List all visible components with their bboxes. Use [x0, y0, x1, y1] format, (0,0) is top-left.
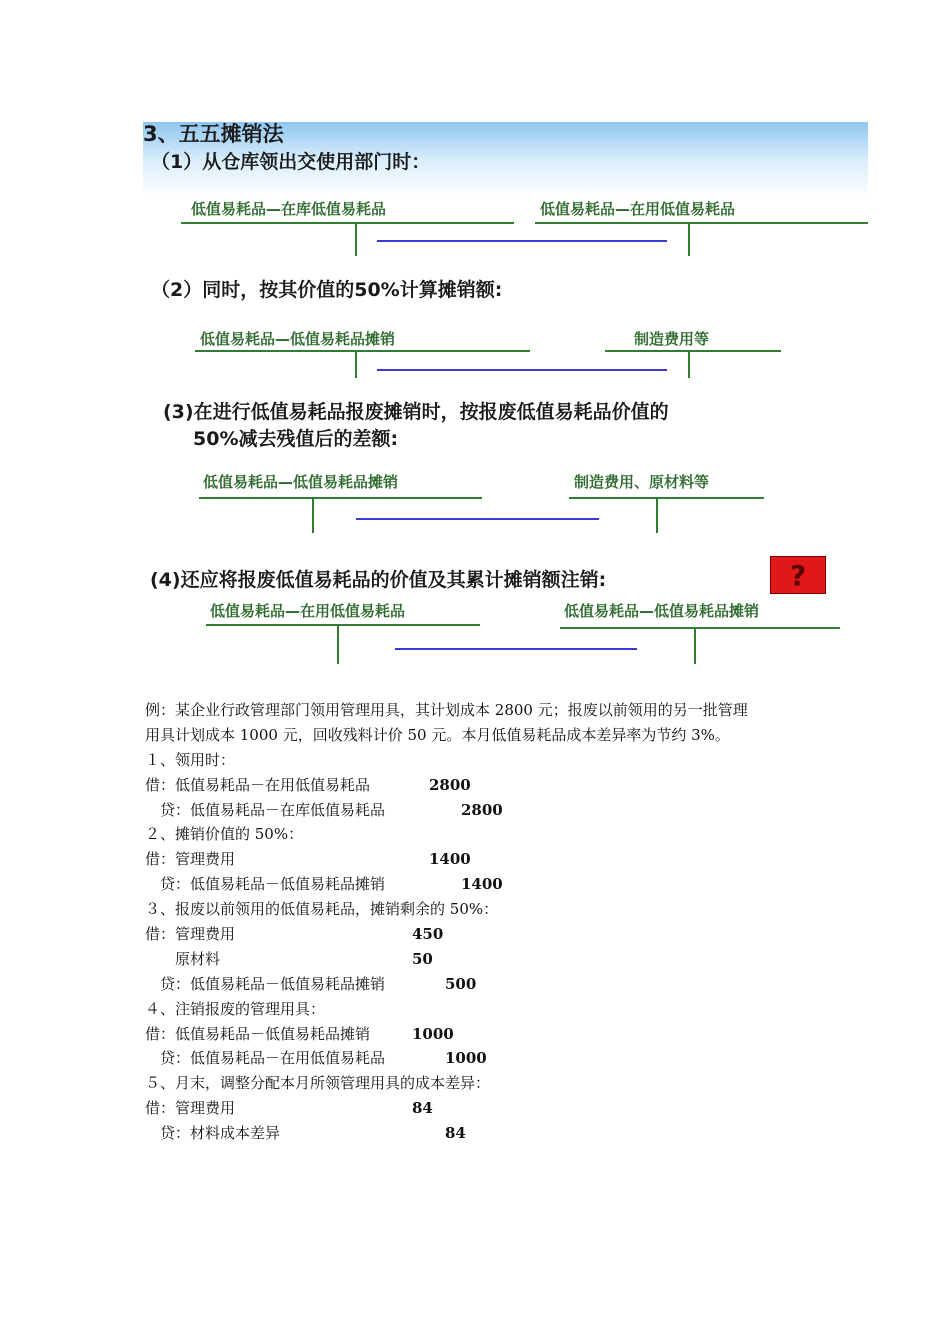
- help-button[interactable]: [770, 556, 826, 594]
- journal-line: [145, 947, 825, 972]
- question-mark-icon: ?: [789, 558, 807, 592]
- account-label: 低值易耗品—低值易耗品摊销: [203, 473, 399, 491]
- journal-line: [145, 822, 825, 847]
- journal-line-text: 借：管理费用: [145, 925, 236, 944]
- step-1-heading: （1）从仓库领出交使用部门时：: [151, 151, 431, 173]
- t-account-divider: [694, 627, 696, 664]
- journal-amount: 50: [412, 949, 433, 968]
- step-4-heading: (4)还应将报废低值易耗品的价值及其累计摊销额注销:: [150, 569, 607, 591]
- t-account-divider: [355, 350, 357, 378]
- transfer-arrow-line: [356, 518, 599, 520]
- t-account-divider: [656, 497, 658, 533]
- step-3-heading-line1: (3)在进行低值易耗品报废摊销时，按报废低值易耗品价值的: [163, 401, 669, 423]
- journal-amount: 1000: [412, 1024, 454, 1043]
- t-account-line: [195, 350, 530, 352]
- journal-line: [145, 897, 825, 922]
- transfer-arrow-line: [377, 240, 667, 242]
- journal-line: [145, 1096, 825, 1121]
- journal-line-text: 贷：低值易耗品－在库低值易耗品: [145, 800, 386, 819]
- journal-amount: 450: [412, 925, 444, 944]
- journal-entries: [145, 748, 825, 1146]
- journal-line-text: ２、摊销价值的 50%：: [145, 825, 304, 844]
- journal-line: [145, 1071, 825, 1096]
- journal-amount: 2800: [429, 775, 471, 794]
- journal-amount: 2800: [461, 800, 503, 819]
- slide-image: [143, 122, 868, 682]
- t-account-divider: [688, 222, 690, 256]
- t-account-line: [181, 222, 514, 224]
- journal-line-text: 借：管理费用: [145, 850, 236, 869]
- journal-line-text: 借：管理费用: [145, 1099, 236, 1118]
- example-intro-line: 例：某企业行政管理部门领用管理用具，其计划成本 2800 元；报废以前领用的另一批管理: [145, 701, 748, 719]
- journal-line-text: 贷：材料成本差异: [145, 1124, 281, 1143]
- t-account-line: [199, 497, 482, 499]
- transfer-arrow-line: [395, 648, 637, 650]
- journal-line: [145, 922, 825, 947]
- account-label: 制造费用、原材料等: [574, 473, 710, 491]
- account-label: 低值易耗品—低值易耗品摊销: [200, 330, 396, 348]
- journal-line-text: 贷：低值易耗品－在用低值易耗品: [145, 1049, 386, 1068]
- journal-amount: 1000: [445, 1049, 487, 1068]
- t-account-divider: [312, 497, 314, 533]
- t-account-line: [560, 627, 840, 629]
- worked-example: [145, 698, 825, 1146]
- journal-line-text: １、领用时：: [145, 750, 236, 769]
- journal-line: [145, 773, 825, 798]
- account-label: 低值易耗品—低值易耗品摊销: [564, 602, 760, 620]
- slide-title: 3、五五摊销法: [143, 122, 284, 146]
- t-account-line: [535, 222, 868, 224]
- journal-line: [145, 872, 825, 897]
- t-account-divider: [355, 222, 357, 256]
- t-account-line: [206, 624, 480, 626]
- journal-line-text: 原材料: [145, 949, 221, 968]
- journal-line: [145, 997, 825, 1022]
- journal-line: [145, 847, 825, 872]
- journal-line-text: ４、注销报废的管理用具：: [145, 999, 326, 1018]
- journal-amount: 500: [445, 974, 477, 993]
- journal-line: [145, 798, 825, 823]
- journal-line: [145, 748, 825, 773]
- journal-amount: 84: [445, 1124, 466, 1143]
- t-account-line: [569, 497, 764, 499]
- journal-line-text: 贷：低值易耗品－低值易耗品摊销: [145, 875, 386, 894]
- journal-line-text: 贷：低值易耗品－低值易耗品摊销: [145, 974, 386, 993]
- t-account-divider: [688, 350, 690, 378]
- account-label: 低值易耗品—在用低值易耗品: [210, 602, 406, 620]
- example-intro-line: 用具计划成本 1000 元，回收残料计价 50 元。本月低值易耗品成本差异率为节约 3%。: [145, 725, 730, 744]
- journal-line: [145, 1022, 825, 1047]
- journal-line: [145, 1046, 825, 1071]
- account-label: 低值易耗品—在用低值易耗品: [540, 200, 736, 218]
- journal-line-text: 借：低值易耗品－在用低值易耗品: [145, 775, 371, 794]
- journal-line-text: ５、月末，调整分配本月所领管理用具的成本差异：: [145, 1074, 491, 1093]
- journal-line-text: ３、报废以前领用的低值易耗品，摊销剩余的 50%：: [145, 900, 499, 919]
- transfer-arrow-line: [377, 369, 667, 371]
- step-2-heading: （2）同时，按其价值的50%计算摊销额:: [151, 279, 503, 301]
- journal-amount: 84: [412, 1099, 433, 1118]
- step-3-heading-line2: 50%减去残值后的差额:: [193, 428, 399, 450]
- account-label: 低值易耗品—在库低值易耗品: [191, 200, 387, 218]
- t-account-line: [605, 350, 781, 352]
- journal-line-text: 借：低值易耗品－低值易耗品摊销: [145, 1024, 371, 1043]
- t-account-divider: [337, 624, 339, 664]
- journal-amount: 1400: [429, 850, 471, 869]
- journal-line: [145, 1121, 825, 1146]
- journal-line: [145, 972, 825, 997]
- journal-amount: 1400: [461, 875, 503, 894]
- account-label: 制造费用等: [634, 330, 710, 348]
